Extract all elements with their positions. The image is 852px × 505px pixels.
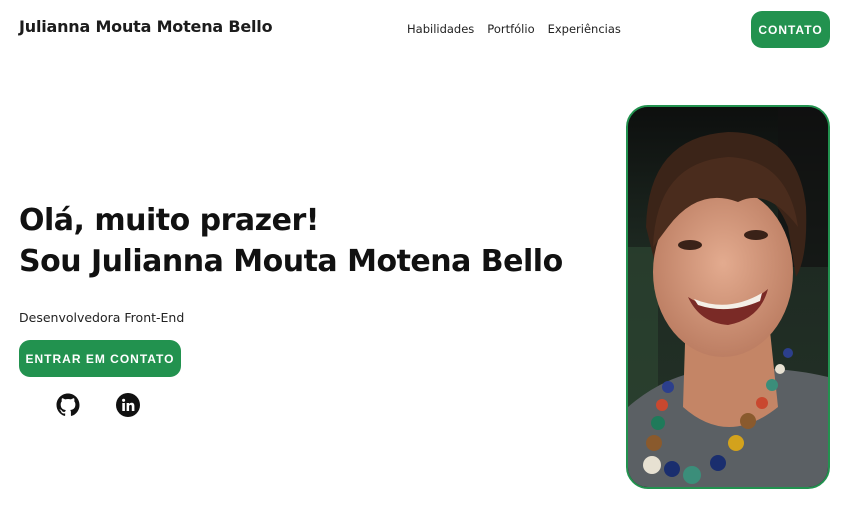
hero-role: Desenvolvedora Front-End bbox=[19, 310, 185, 325]
profile-photo-illustration bbox=[628, 107, 828, 487]
profile-photo bbox=[626, 105, 830, 489]
linkedin-icon[interactable] bbox=[116, 393, 140, 417]
github-icon[interactable] bbox=[56, 393, 80, 417]
nav-link-experiencias[interactable]: Experiências bbox=[547, 22, 621, 36]
hero-title bbox=[19, 200, 563, 282]
hero-greeting: Olá, muito prazer! bbox=[19, 203, 319, 238]
contact-button[interactable]: CONTATO bbox=[751, 11, 830, 48]
nav-link-portfolio[interactable]: Portfólio bbox=[487, 22, 535, 36]
main-nav bbox=[407, 22, 621, 36]
nav-link-habilidades[interactable]: Habilidades bbox=[407, 22, 475, 36]
enter-contact-button[interactable]: ENTRAR EM CONTATO bbox=[19, 340, 181, 377]
brand-name[interactable]: Julianna Mouta Motena Bello bbox=[19, 17, 273, 36]
hero-intro: Sou Julianna Mouta Motena Bello bbox=[19, 244, 563, 279]
